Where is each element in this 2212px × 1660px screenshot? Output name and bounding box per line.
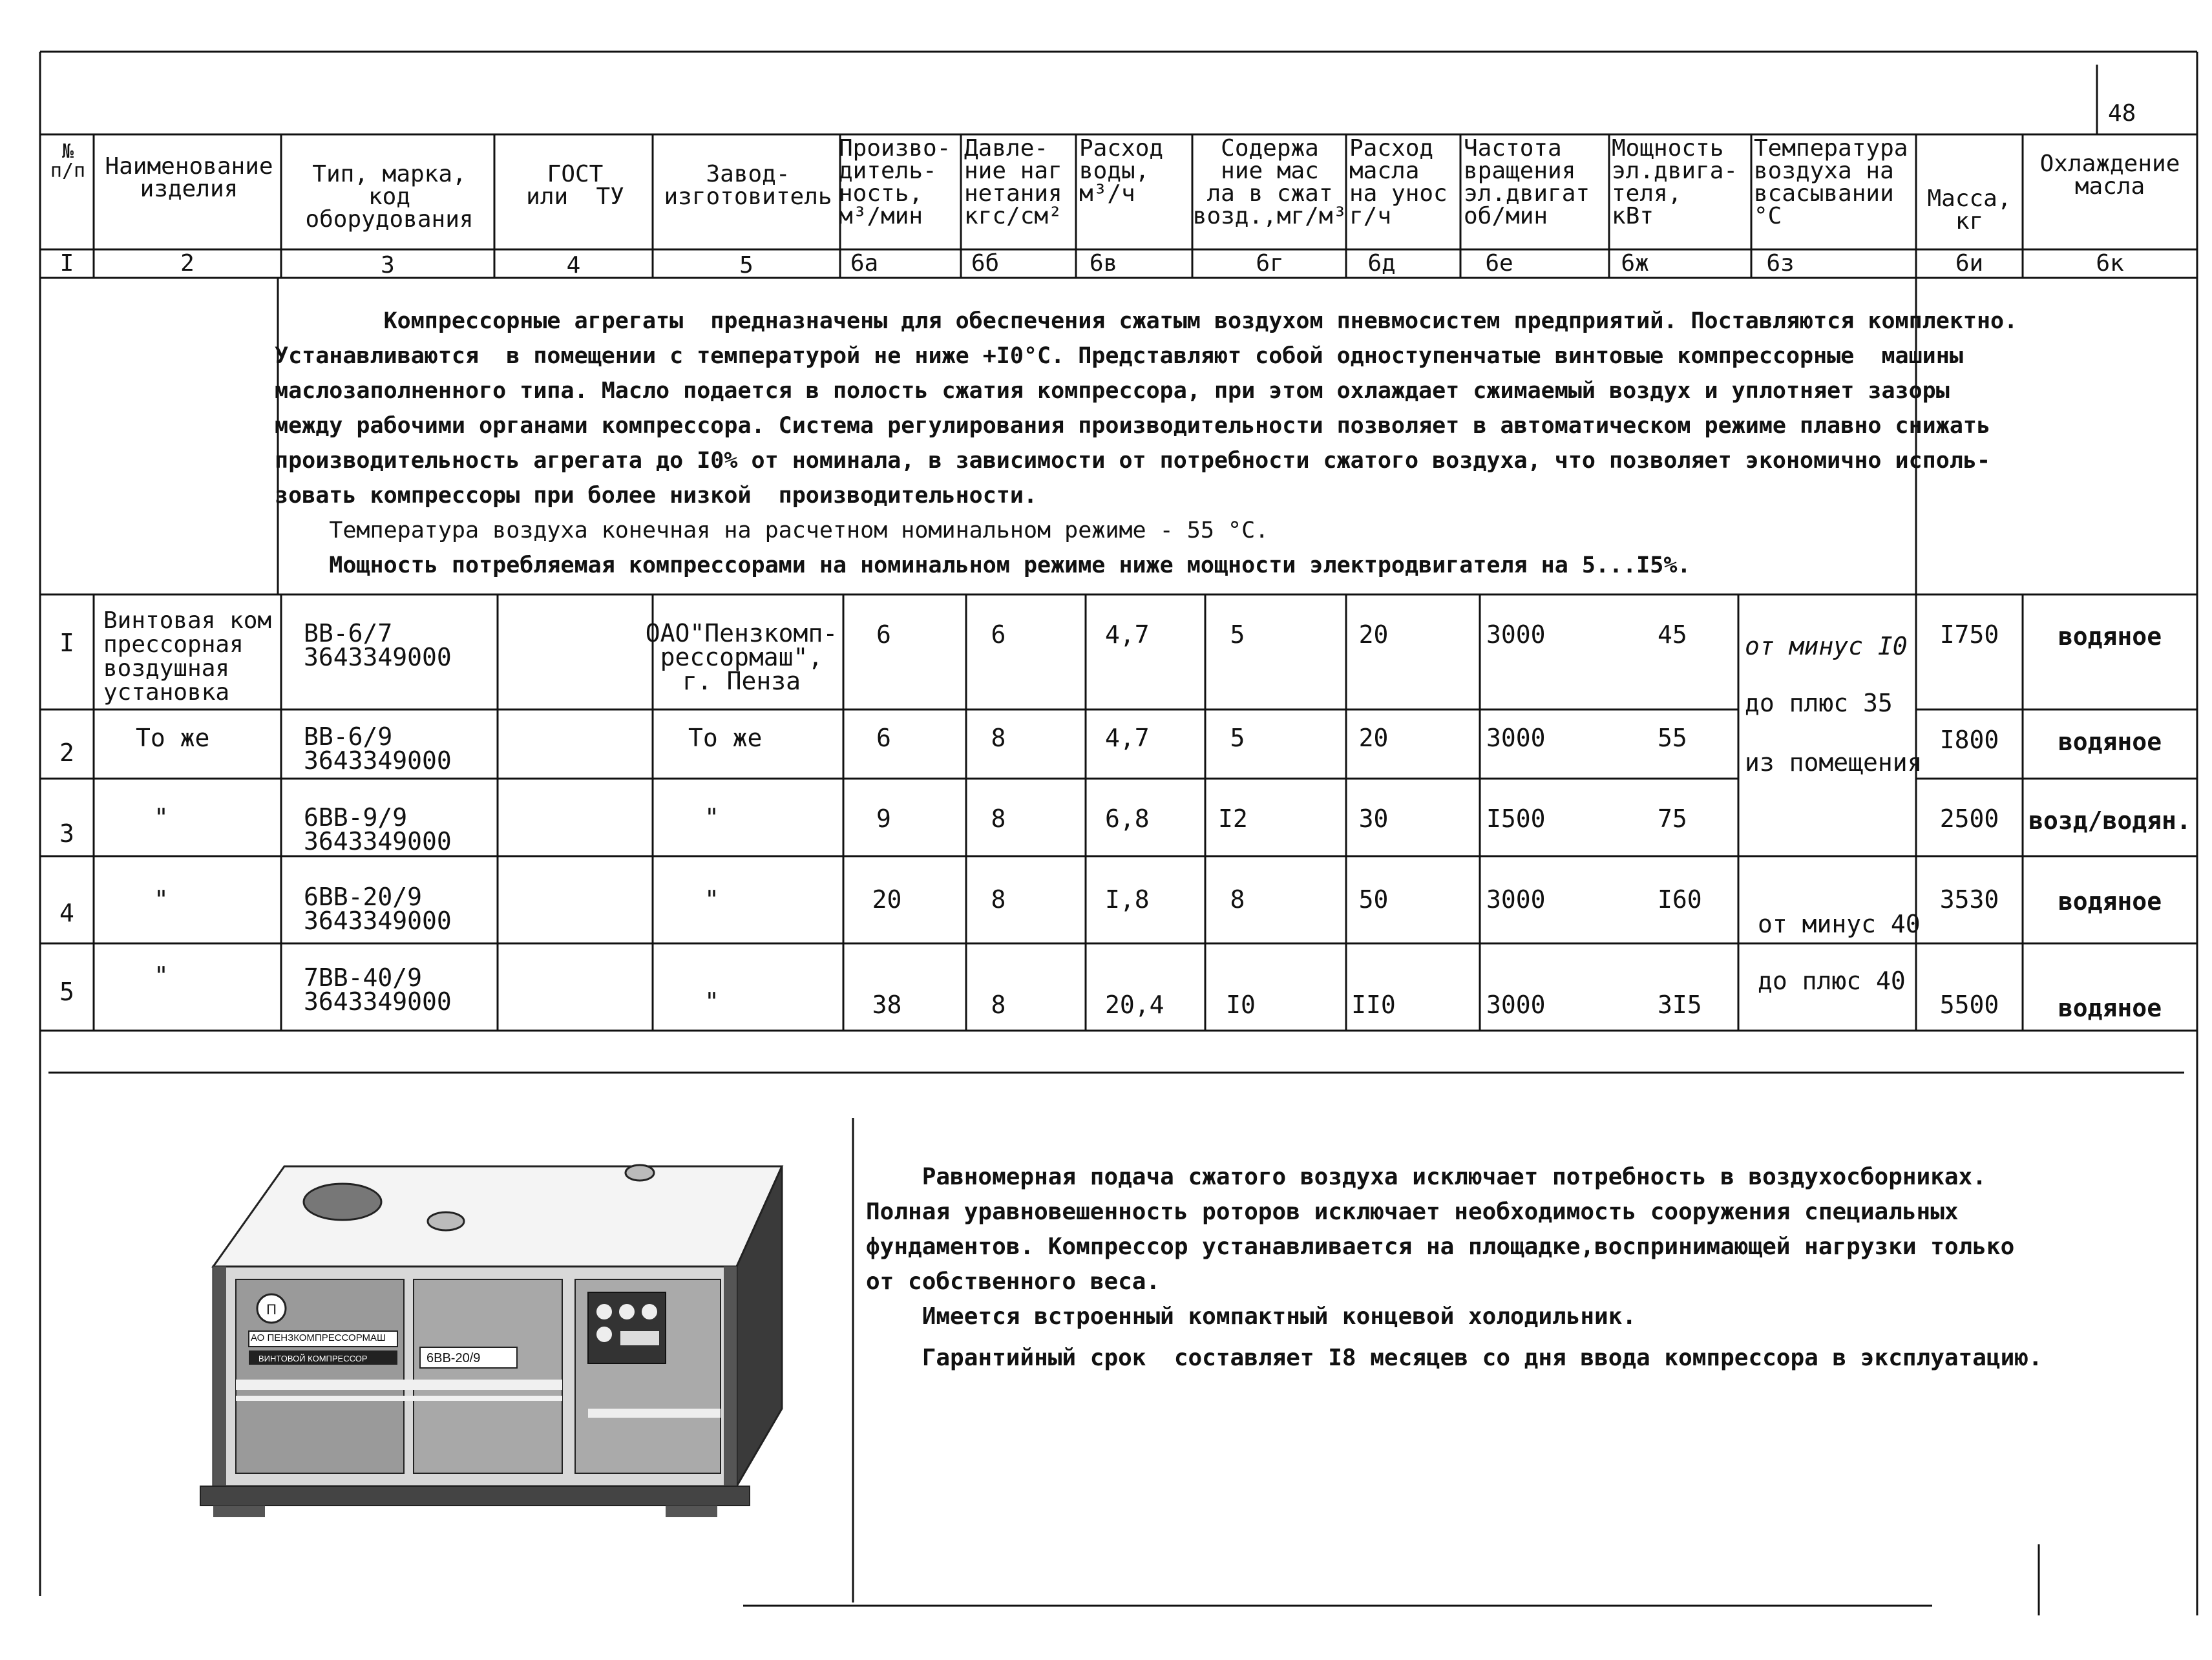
row-1-capacity: 6 xyxy=(876,620,891,649)
row-1-maker: ОАО"Пензкомп- рессормаш", г. Пенза xyxy=(645,619,838,695)
colnum-6d: 6д xyxy=(1367,250,1396,277)
temp-range-2-line2: до плюс 40 xyxy=(1758,967,1906,995)
row-4-type: 6ВВ-20/9 3643349000 xyxy=(304,883,452,935)
colnum-6b: 6б xyxy=(971,250,1000,277)
description-line: Равномерная подача сжатого воздуха исключает потребность в воздухосборниках. xyxy=(866,1164,1986,1190)
photo-model-label: 6ВВ-20/9 xyxy=(427,1351,481,1365)
intro-line: Компрессорные агрегаты предназначены для обеспечения сжатым воздухом пневмосистем предприятий. Поставляются комплектно. xyxy=(275,308,2018,334)
row-4-oil-content: 8 xyxy=(1230,885,1245,914)
row-3-number: 3 xyxy=(59,819,74,848)
row-3-water: 6,8 xyxy=(1105,804,1150,833)
row-2-pressure: 8 xyxy=(991,724,1006,752)
row-2-water: 4,7 xyxy=(1105,724,1150,752)
row-4-name: " xyxy=(154,885,169,914)
temp-range-1-line3: из помещения xyxy=(1745,748,1922,777)
row-4-capacity: 20 xyxy=(872,885,902,914)
header-number: № п/п xyxy=(50,140,86,182)
colnum-3: 3 xyxy=(381,252,395,278)
row-1-number: I xyxy=(59,629,74,657)
header-pressure: Давле- ние наг нетания кгс/см² xyxy=(964,135,1062,229)
header-maker: Завод- изготовитель xyxy=(664,161,832,210)
page-number: 48 xyxy=(2108,100,2136,127)
row-3-rotation: I500 xyxy=(1486,804,1546,833)
colnum-1: I xyxy=(59,250,74,277)
row-2-mass: I800 xyxy=(1939,726,1999,754)
row-5-name: " xyxy=(154,961,169,990)
row-5-cooling: водяное xyxy=(2058,994,2162,1022)
colnum-2: 2 xyxy=(180,250,195,277)
row-1-pressure: 6 xyxy=(991,620,1006,649)
row-1-type: ВВ-6/7 3643349000 xyxy=(304,619,452,671)
row-4-power: I60 xyxy=(1658,885,1702,914)
colnum-6a: 6а xyxy=(850,250,879,277)
row-5-rotation: 3000 xyxy=(1486,991,1546,1019)
description-paragraph xyxy=(866,1160,2171,1376)
row-2-rotation: 3000 xyxy=(1486,724,1546,752)
temp-range-1-line1: от минус I0 xyxy=(1745,632,1908,660)
row-2-oil-content: 5 xyxy=(1230,724,1245,752)
header-oil-carryover: Расход масла на унос г/ч xyxy=(1349,135,1448,229)
row-2-number: 2 xyxy=(59,739,74,767)
temp-range-1-line2: до плюс 35 xyxy=(1745,689,1893,717)
row-1-power: 45 xyxy=(1658,620,1687,649)
header-capacity: Произво- дитель- ность, м³/мин xyxy=(839,135,951,229)
photo-brand-label: АО ПЕНЗКОМПРЕССОРМАШ xyxy=(251,1332,386,1343)
description-line: от собственного веса. xyxy=(866,1268,1161,1295)
row-3-mass: 2500 xyxy=(1939,804,1999,833)
row-2-capacity: 6 xyxy=(876,724,891,752)
header-power: Мощность эл.двига- теля, кВт xyxy=(1612,135,1738,229)
intro-line: Устанавливаются в помещении с температурой не ниже +I0°С. Представляют собой одноступенчатые винтовые компрессорные машины xyxy=(275,343,1963,369)
colnum-6zh: 6ж xyxy=(1621,250,1649,277)
colnum-4: 4 xyxy=(566,252,581,278)
row-4-oil-carryover: 50 xyxy=(1358,885,1389,914)
description-line: Имеется встроенный компактный концевой холодильник. xyxy=(866,1303,1637,1330)
photo-product-label: ВИНТОВОЙ КОМПРЕССОР xyxy=(258,1354,368,1363)
row-3-type: 6ВВ-9/9 3643349000 xyxy=(304,803,452,856)
row-1-cooling: водяное xyxy=(2058,622,2162,651)
row-1-mass: I750 xyxy=(1939,620,1999,649)
row-5-capacity: 38 xyxy=(872,991,902,1019)
row-2-maker: То же xyxy=(688,724,763,752)
row-2-oil-carryover: 20 xyxy=(1358,724,1389,752)
row-4-number: 4 xyxy=(59,899,74,927)
row-1-oil-carryover: 20 xyxy=(1358,620,1389,649)
intro-line: между рабочими органами компрессора. Система регулирования производительности позволяет в автоматическом режиме плавно снижать xyxy=(275,413,1991,439)
intro-line: Температура воздуха конечная на расчетном номинальном режиме - 55 °С. xyxy=(275,518,1269,543)
compressor-illustration xyxy=(174,1137,795,1525)
header-mass: Масса, кг xyxy=(1927,185,2012,235)
row-1-name: Винтовая ком прессорная воздушная установка xyxy=(103,607,272,706)
header-rotation: Частота вращения эл.двигат об/мин xyxy=(1464,135,1590,229)
row-3-oil-carryover: 30 xyxy=(1358,804,1389,833)
intro-paragraph xyxy=(275,304,2084,583)
row-1-water: 4,7 xyxy=(1105,620,1150,649)
colnum-6g: 6г xyxy=(1256,250,1284,277)
header-gost: ГОСТ или ТУ xyxy=(526,161,624,210)
row-4-rotation: 3000 xyxy=(1486,885,1546,914)
intro-line: производительность агрегата до I0% от номинала, в зависимости от потребности сжатого воздуха, что позволяет экономично исполь- xyxy=(275,448,1991,474)
row-2-power: 55 xyxy=(1658,724,1687,752)
row-5-maker: " xyxy=(704,987,719,1016)
colnum-6z: 6з xyxy=(1766,250,1795,277)
row-5-type: 7ВВ-40/9 3643349000 xyxy=(304,963,452,1016)
intro-line: зовать компрессоры при более низкой производительности. xyxy=(275,483,1038,509)
row-3-pressure: 8 xyxy=(991,804,1006,833)
colnum-6v: 6в xyxy=(1089,250,1118,277)
row-4-mass: 3530 xyxy=(1939,885,1999,914)
colnum-6e: 6е xyxy=(1485,250,1513,277)
row-2-cooling: водяное xyxy=(2058,728,2162,756)
row-5-oil-carryover: II0 xyxy=(1351,991,1396,1019)
description-line: Полная уравновешенность роторов исключает необходимость сооружения специальных xyxy=(866,1199,1959,1225)
row-5-number: 5 xyxy=(59,978,74,1006)
row-3-capacity: 9 xyxy=(876,804,891,833)
row-5-water: 20,4 xyxy=(1105,991,1164,1019)
description-line: фундаментов. Компрессор устанавливается на площадке,воспринимающей нагрузки только xyxy=(866,1234,2015,1260)
row-3-maker: " xyxy=(704,803,719,832)
header-type: Тип, марка, код оборудования xyxy=(305,161,474,233)
colnum-5: 5 xyxy=(739,252,753,278)
header-oil-content: Содержа ние мас ла в сжат возд.,мг/м³ xyxy=(1192,135,1347,229)
row-5-power: 3I5 xyxy=(1658,991,1702,1019)
row-3-cooling: возд/водян. xyxy=(2028,806,2191,835)
colnum-6i: 6и xyxy=(1955,250,1984,277)
temp-range-2-line1: от минус 40 xyxy=(1758,910,1921,938)
header-temperature: Температура воздуха на всасывании °С xyxy=(1754,135,1908,229)
row-4-cooling: водяное xyxy=(2058,887,2162,916)
header-cooling: Охлаждение масла xyxy=(2039,151,2180,200)
row-2-name: То же xyxy=(136,724,210,752)
row-3-name: " xyxy=(154,803,169,832)
row-1-rotation: 3000 xyxy=(1486,620,1546,649)
row-4-water: I,8 xyxy=(1105,885,1150,914)
row-5-mass: 5500 xyxy=(1939,991,1999,1019)
description-line: Гарантийный срок составляет I8 месяцев со дня ввода компрессора в эксплуатацию. xyxy=(866,1345,2043,1371)
row-1-oil-content: 5 xyxy=(1230,620,1245,649)
intro-line: Мощность потребляемая компрессорами на номинальном режиме ниже мощности электродвигателя на 5...I5%. xyxy=(275,552,1691,578)
header-name: Наименование изделия xyxy=(105,153,273,202)
row-3-power: 75 xyxy=(1658,804,1687,833)
row-2-type: ВВ-6/9 3643349000 xyxy=(304,722,452,775)
row-5-oil-content: I0 xyxy=(1226,991,1256,1019)
row-3-oil-content: I2 xyxy=(1218,804,1248,833)
colnum-6k: 6к xyxy=(2096,250,2124,277)
row-5-pressure: 8 xyxy=(991,991,1006,1019)
svg-text:П: П xyxy=(266,1301,277,1318)
row-4-pressure: 8 xyxy=(991,885,1006,914)
header-water: Расход воды, м³/ч xyxy=(1079,135,1164,207)
intro-line: маслозаполненного типа. Масло подается в полость сжатия компрессора, при этом охлаждает сжимаемый воздух и уплотняет зазоры xyxy=(275,378,1950,404)
row-4-maker: " xyxy=(704,885,719,914)
